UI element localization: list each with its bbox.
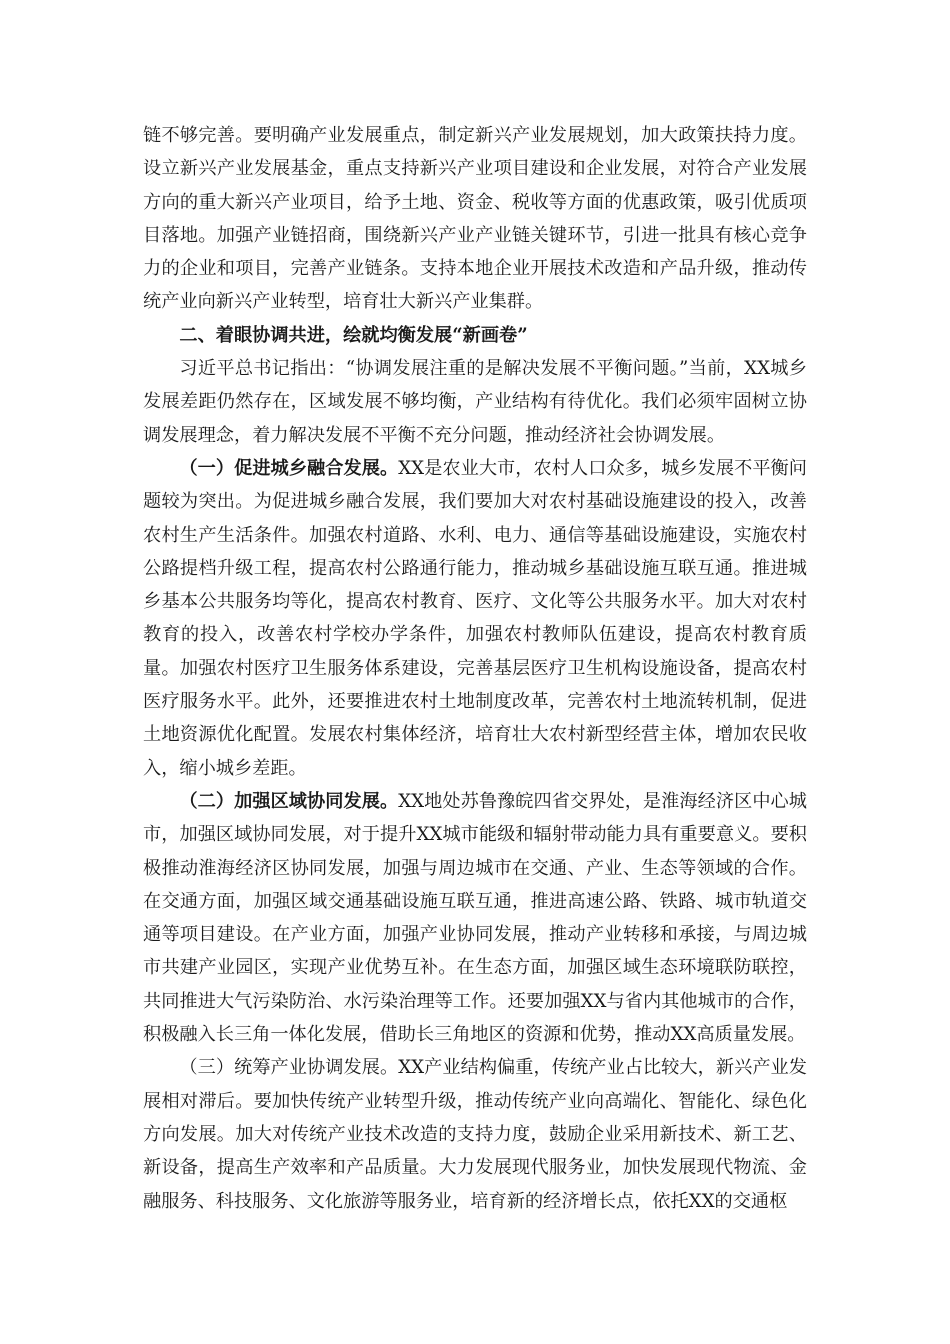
subsection-2-body: XX地处苏鲁豫皖四省交界处，是淮海经济区中心城市，加强区域协同发展，对于提升XX城市能级和辐射带动能力具有重要意义。要积极推动淮海经济区协同发展，加强与周边城市在交通、产业、生态等领域的合作。在交通方面，加强区域交通基础设施互联互通，推进高速公路、铁路、城市轨道交通等项目建设。在产业方面，加强产业协同发展，推动产业转移和承接，与周边城市共建产业园区，实现产业优势互补。在生态方面，加强区域生态环境联防联控，共同推进大气污染防治、水污染治理等工作。还要加强XX与省内其他城市的合作，积极融入长三角一体化发展，借助长三角地区的资源和优势，推动XX高质量发展。 bbox=[143, 790, 807, 1046]
subsection-1-title: （一）促进城乡融合发展。 bbox=[179, 457, 399, 479]
subsection-3-body: XX产业结构偏重，传统产业占比较大，新兴产业发展相对滞后。要加快传统产业转型升级，推动传统产业向高端化、智能化、绿色化方向发展。加大对传统产业技术改造的支持力度，鼓励企业采用新技术、新工艺、新设备，提高生产效率和产品质量。大力发展现代服务业，加快发展现代物流、金融服务、科技服务、文化旅游等服务业，培育新的经济增长点，依托XX的交通枢 bbox=[143, 1057, 807, 1212]
section-heading-2: 二、着眼协调共进，绘就均衡发展“新画卷” bbox=[179, 324, 528, 346]
subsection-2-title: （二）加强区域协同发展。 bbox=[179, 790, 399, 812]
subsection-3 bbox=[143, 1051, 807, 1217]
subsection-2 bbox=[143, 785, 807, 1051]
document-page bbox=[143, 119, 807, 1218]
paragraph-intro: 习近平总书记指出：“协调发展注重的是解决发展不平衡问题。”当前，XX城乡发展差距仍然存在，区域发展不够均衡，产业结构有待优化。我们必须牢固树立协调发展理念，着力解决发展不平衡不充分问题，推动经济社会协调发展。 bbox=[143, 358, 807, 446]
paragraph-continuation: 链不够完善。要明确产业发展重点，制定新兴产业发展规划，加大政策扶持力度。设立新兴产业发展基金，重点支持新兴产业项目建设和企业发展，对符合产业发展方向的重大新兴产业项目，给予土地、资金、税收等方面的优惠政策，吸引优质项目落地。加强产业链招商，围绕新兴产业产业链关键环节，引进一批具有核心竞争力的企业和项目，完善产业链条。支持本地企业开展技术改造和产品升级，推动传统产业向新兴产业转型，培育壮大新兴产业集群。 bbox=[143, 125, 807, 313]
subsection-1 bbox=[143, 452, 807, 785]
subsection-3-title: （三）统筹产业协调发展。 bbox=[179, 1057, 399, 1079]
subsection-1-body: XX是农业大市，农村人口众多，城乡发展不平衡问题较为突出。为促进城乡融合发展，我们要加大对农村基础设施建设的投入，改善农村生产生活条件。加强农村道路、水利、电力、通信等基础设施建设，实施农村公路提档升级工程，提高农村公路通行能力，推动城乡基础设施互联互通。推进城乡基本公共服务均等化，提高农村教育、医疗、文化等公共服务水平。加大对农村教育的投入，改善农村学校办学条件，加强农村教师队伍建设，提高农村教育质量。加强农村医疗卫生服务体系建设，完善基层医疗卫生机构设施设备，提高农村医疗服务水平。此外，还要推进农村土地制度改革，完善农村土地流转机制，促进土地资源优化配置。发展农村集体经济，培育壮大农村新型经营主体，增加农民收入，缩小城乡差距。 bbox=[143, 457, 807, 779]
